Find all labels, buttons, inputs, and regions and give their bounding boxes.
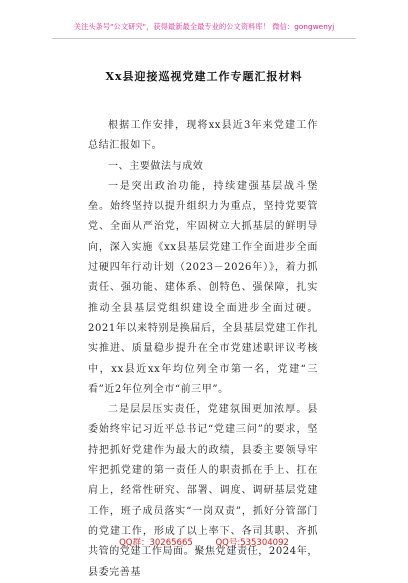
document-body bbox=[88, 116, 318, 583]
footer-qq-number: QQ号:535304092 bbox=[215, 538, 289, 548]
document-title: Xx县迎接巡视党建工作专题汇报材料 bbox=[105, 70, 303, 83]
header-divider bbox=[52, 38, 356, 39]
footer-qq-group: QQ群：30265665 bbox=[119, 538, 193, 548]
header-promo-note: 关注头条号"公文研究"，获得最新最全最专业的公文资料库！ 微信：gongwenyj bbox=[73, 22, 335, 31]
section-heading: 一、主要做法与成效 bbox=[108, 160, 204, 172]
body-paragraph: 二是层层压实责任，党建氛围更加浓厚。县委始终牢记习近平总书记“党建三问”的要求，坚持把抓好党建作为最大的政绩，县委主要领导牢牢把抓党建的第一责任人的职责抓在手上、扛在肩上，经常性研究、部署、调度、调研基层党建工作，班子成员落实“一岗双责”，抓好分管部门的党建工作，形成了以上率下、各司其职、齐抓共管的党建工作局面。聚焦党建责任，2024年，县委完善基 bbox=[88, 404, 318, 578]
footer-contact bbox=[0, 536, 408, 548]
body-paragraph: 一是突出政治功能，持续建强基层战斗堡垒。始终坚持以提升组织力为重点，坚持党要管党、全面从严治党，牢固树立大抓基层的鲜明导向，深入实施《xx县基层党建工作全面进步全面过硬四年行动计划（2023－2026年）》，着力抓责任、强功能、建体系、创特色、强保障，扎实推动全县基层党组织建设全面进步全面过硬。2021年以来特别是换届后，全县基层党建工作扎实推进、质量稳步提升在全市党建述职评议考核中，xx县近xx年均位列全市第一名，党建“三看”近2年位列全市“前三甲”。 bbox=[88, 180, 318, 395]
intro-paragraph: 根据工作安排，现将xx县近3年来党建工作总结汇报如下。 bbox=[88, 120, 318, 152]
